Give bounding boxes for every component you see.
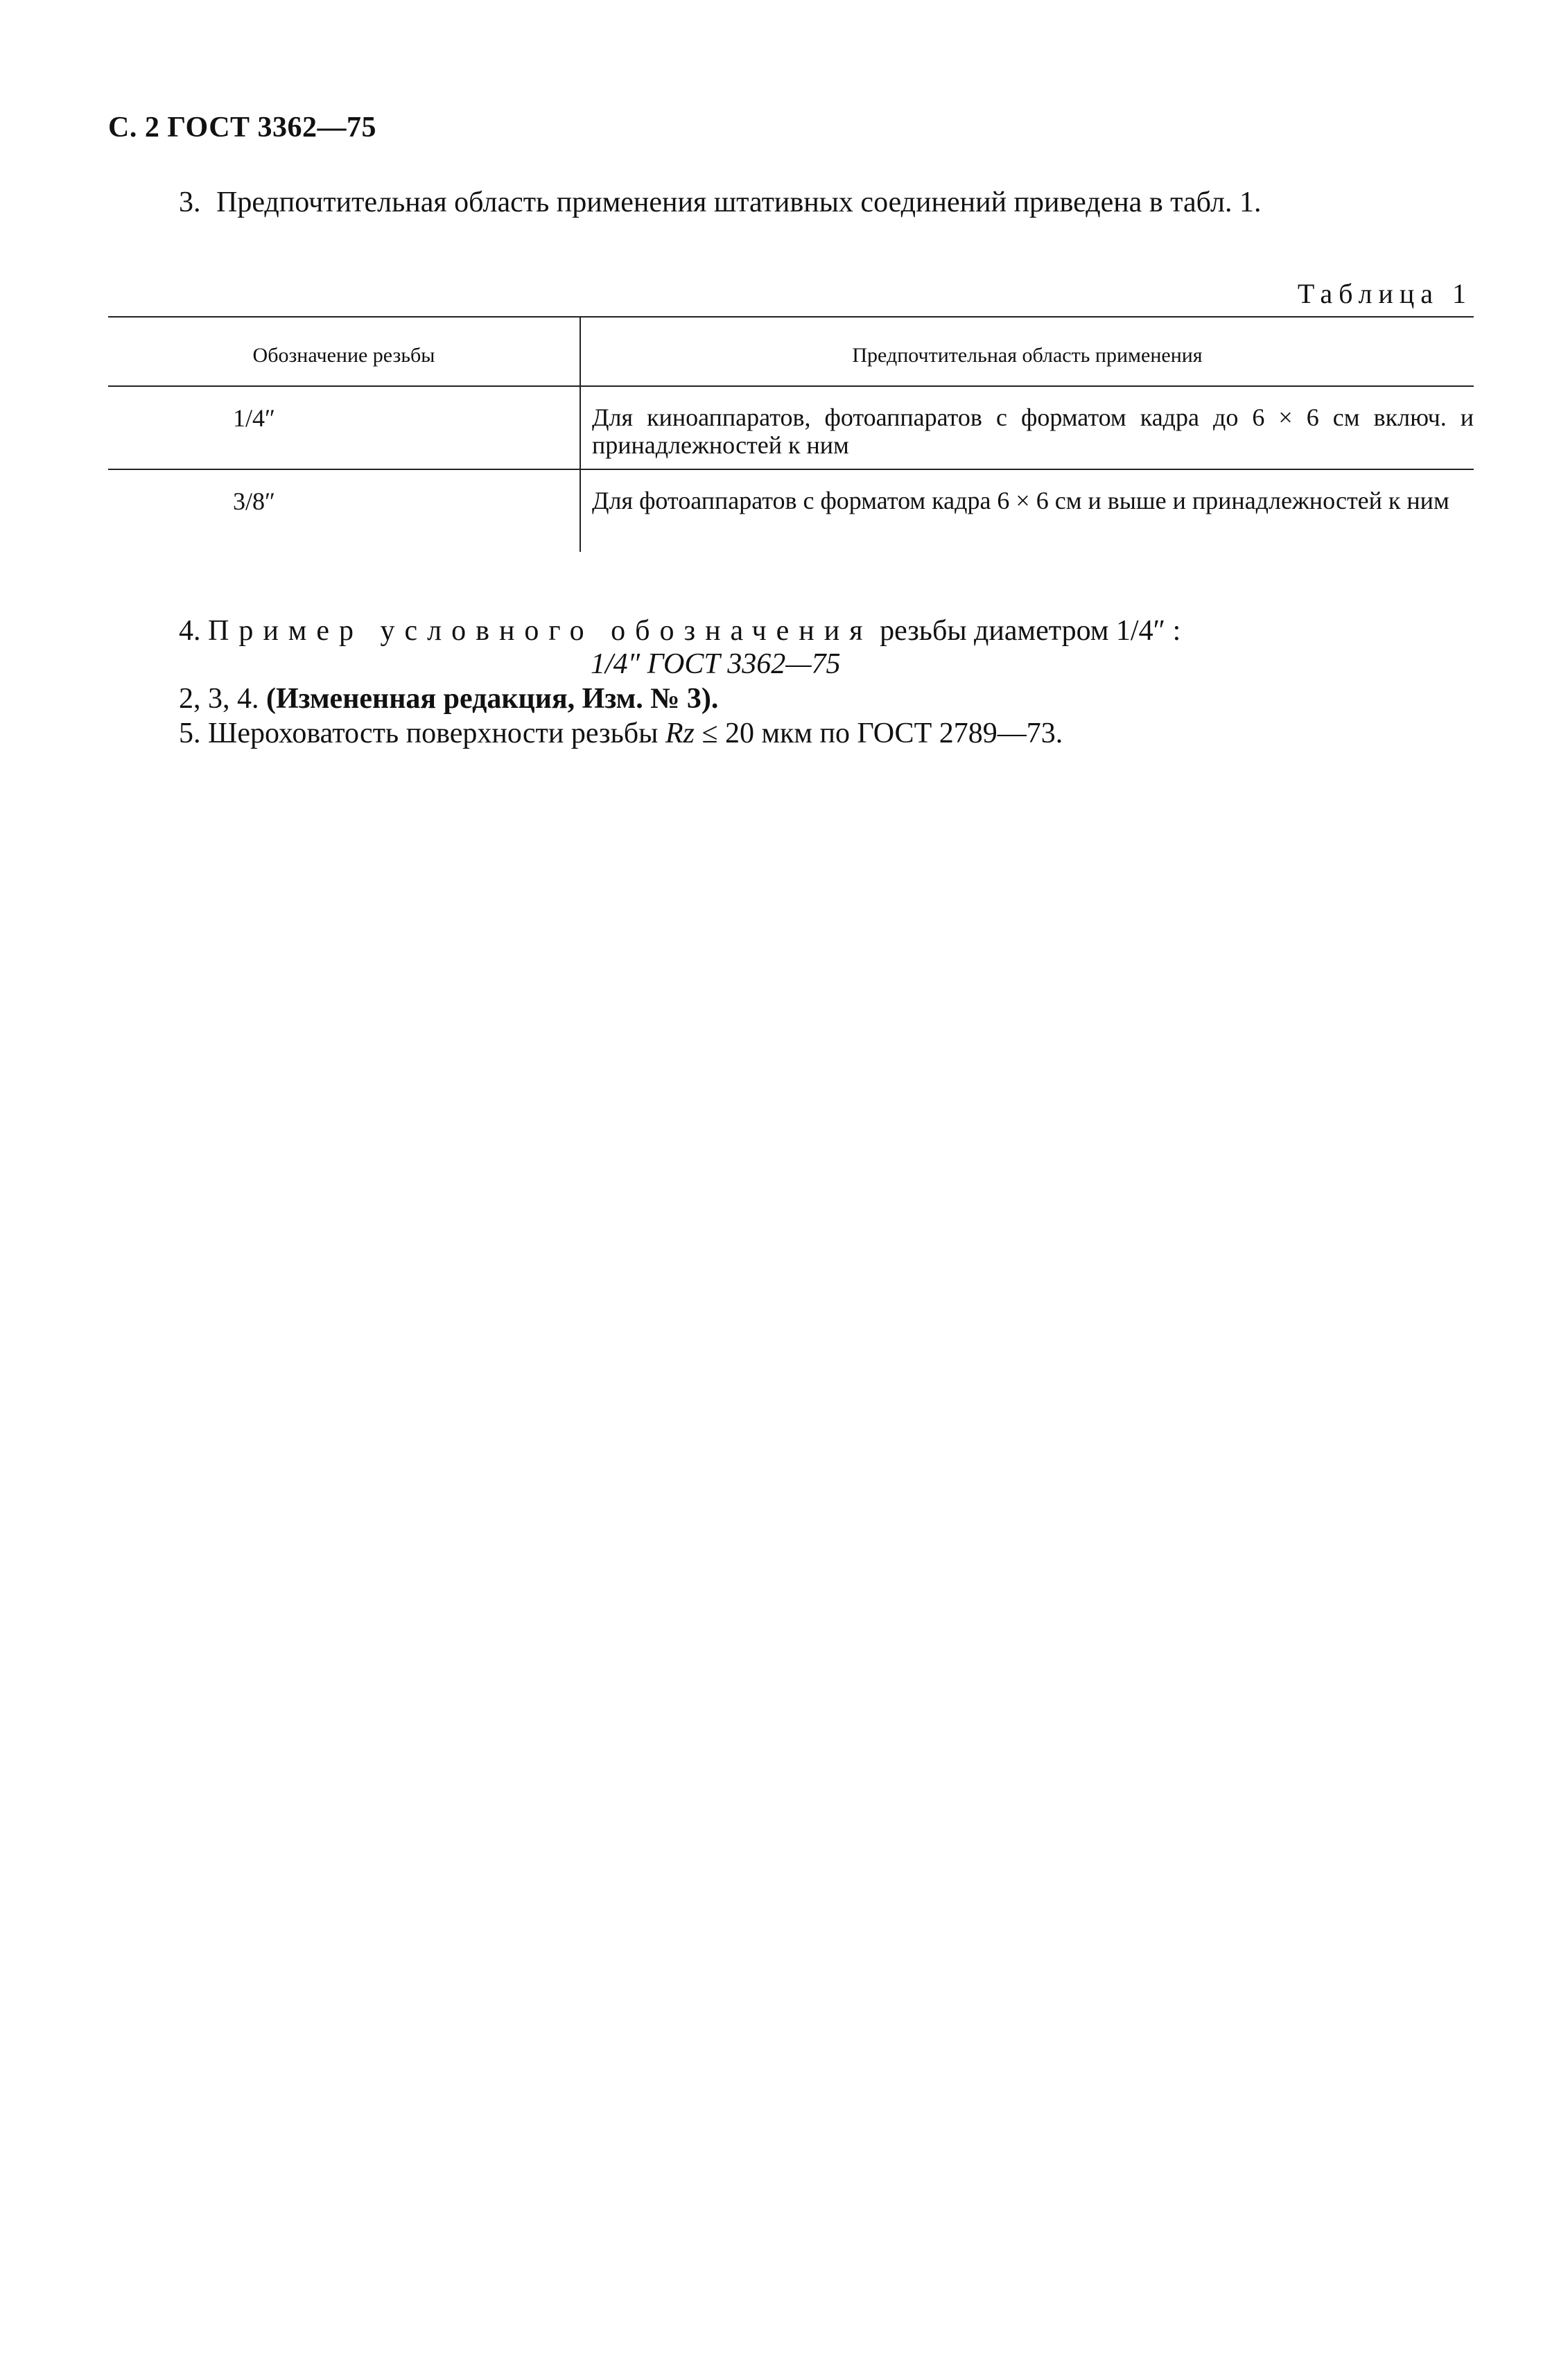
amendment-refs: 2, 3, 4. xyxy=(179,683,259,715)
table-caption: Таблица 1 xyxy=(1297,278,1472,309)
table-cell-thread: 3/8″ xyxy=(233,487,275,515)
table-header-thread: Обозначение резьбы xyxy=(252,344,435,367)
table-cell-thread: 1/4″ xyxy=(233,404,275,432)
paragraph-text: Предпочтительная область применения штативных соединений приведена в табл. 1. xyxy=(216,186,1262,218)
paragraph-text-end: ≤ 20 мкм по ГОСТ 2789—73. xyxy=(702,718,1063,749)
designation-example: 1/4″ ГОСТ 3362—75 xyxy=(591,648,841,680)
table-row-rule xyxy=(108,469,1474,470)
amendment-text: (Измененная редакция, Изм. № 3). xyxy=(266,683,719,715)
paragraph-text: резьбы диаметром 1/4″ : xyxy=(872,615,1181,647)
table-header-application: Предпочтительная область применения xyxy=(852,344,1203,367)
amendment-note xyxy=(179,682,718,715)
roughness-symbol: Rz xyxy=(665,718,695,749)
table-cell-application: Для фотоаппаратов с форматом кадра 6 × 6 см и выше и принадлежностей к ним xyxy=(592,487,1449,514)
table-cell-application: Для киноаппаратов, фотоаппаратов с форматом кадра до 6 × 6 см включ. и принадлежностей к ним xyxy=(592,403,1474,459)
paragraph-number: 4. xyxy=(179,615,201,647)
paragraph-text: Шероховатость поверхности резьбы xyxy=(208,718,659,749)
paragraph-number: 3. xyxy=(179,186,201,218)
table-header-rule xyxy=(108,385,1474,387)
spaced-heading: Пример условного обозначения xyxy=(208,615,873,647)
table-top-rule xyxy=(108,316,1474,318)
paragraph-5 xyxy=(179,717,1063,750)
thread-table xyxy=(108,316,1474,552)
paragraph-3 xyxy=(179,186,1261,219)
page-header: С. 2 ГОСТ 3362—75 xyxy=(108,112,377,144)
paragraph-4 xyxy=(179,614,1181,648)
paragraph-number: 5. xyxy=(179,718,201,749)
